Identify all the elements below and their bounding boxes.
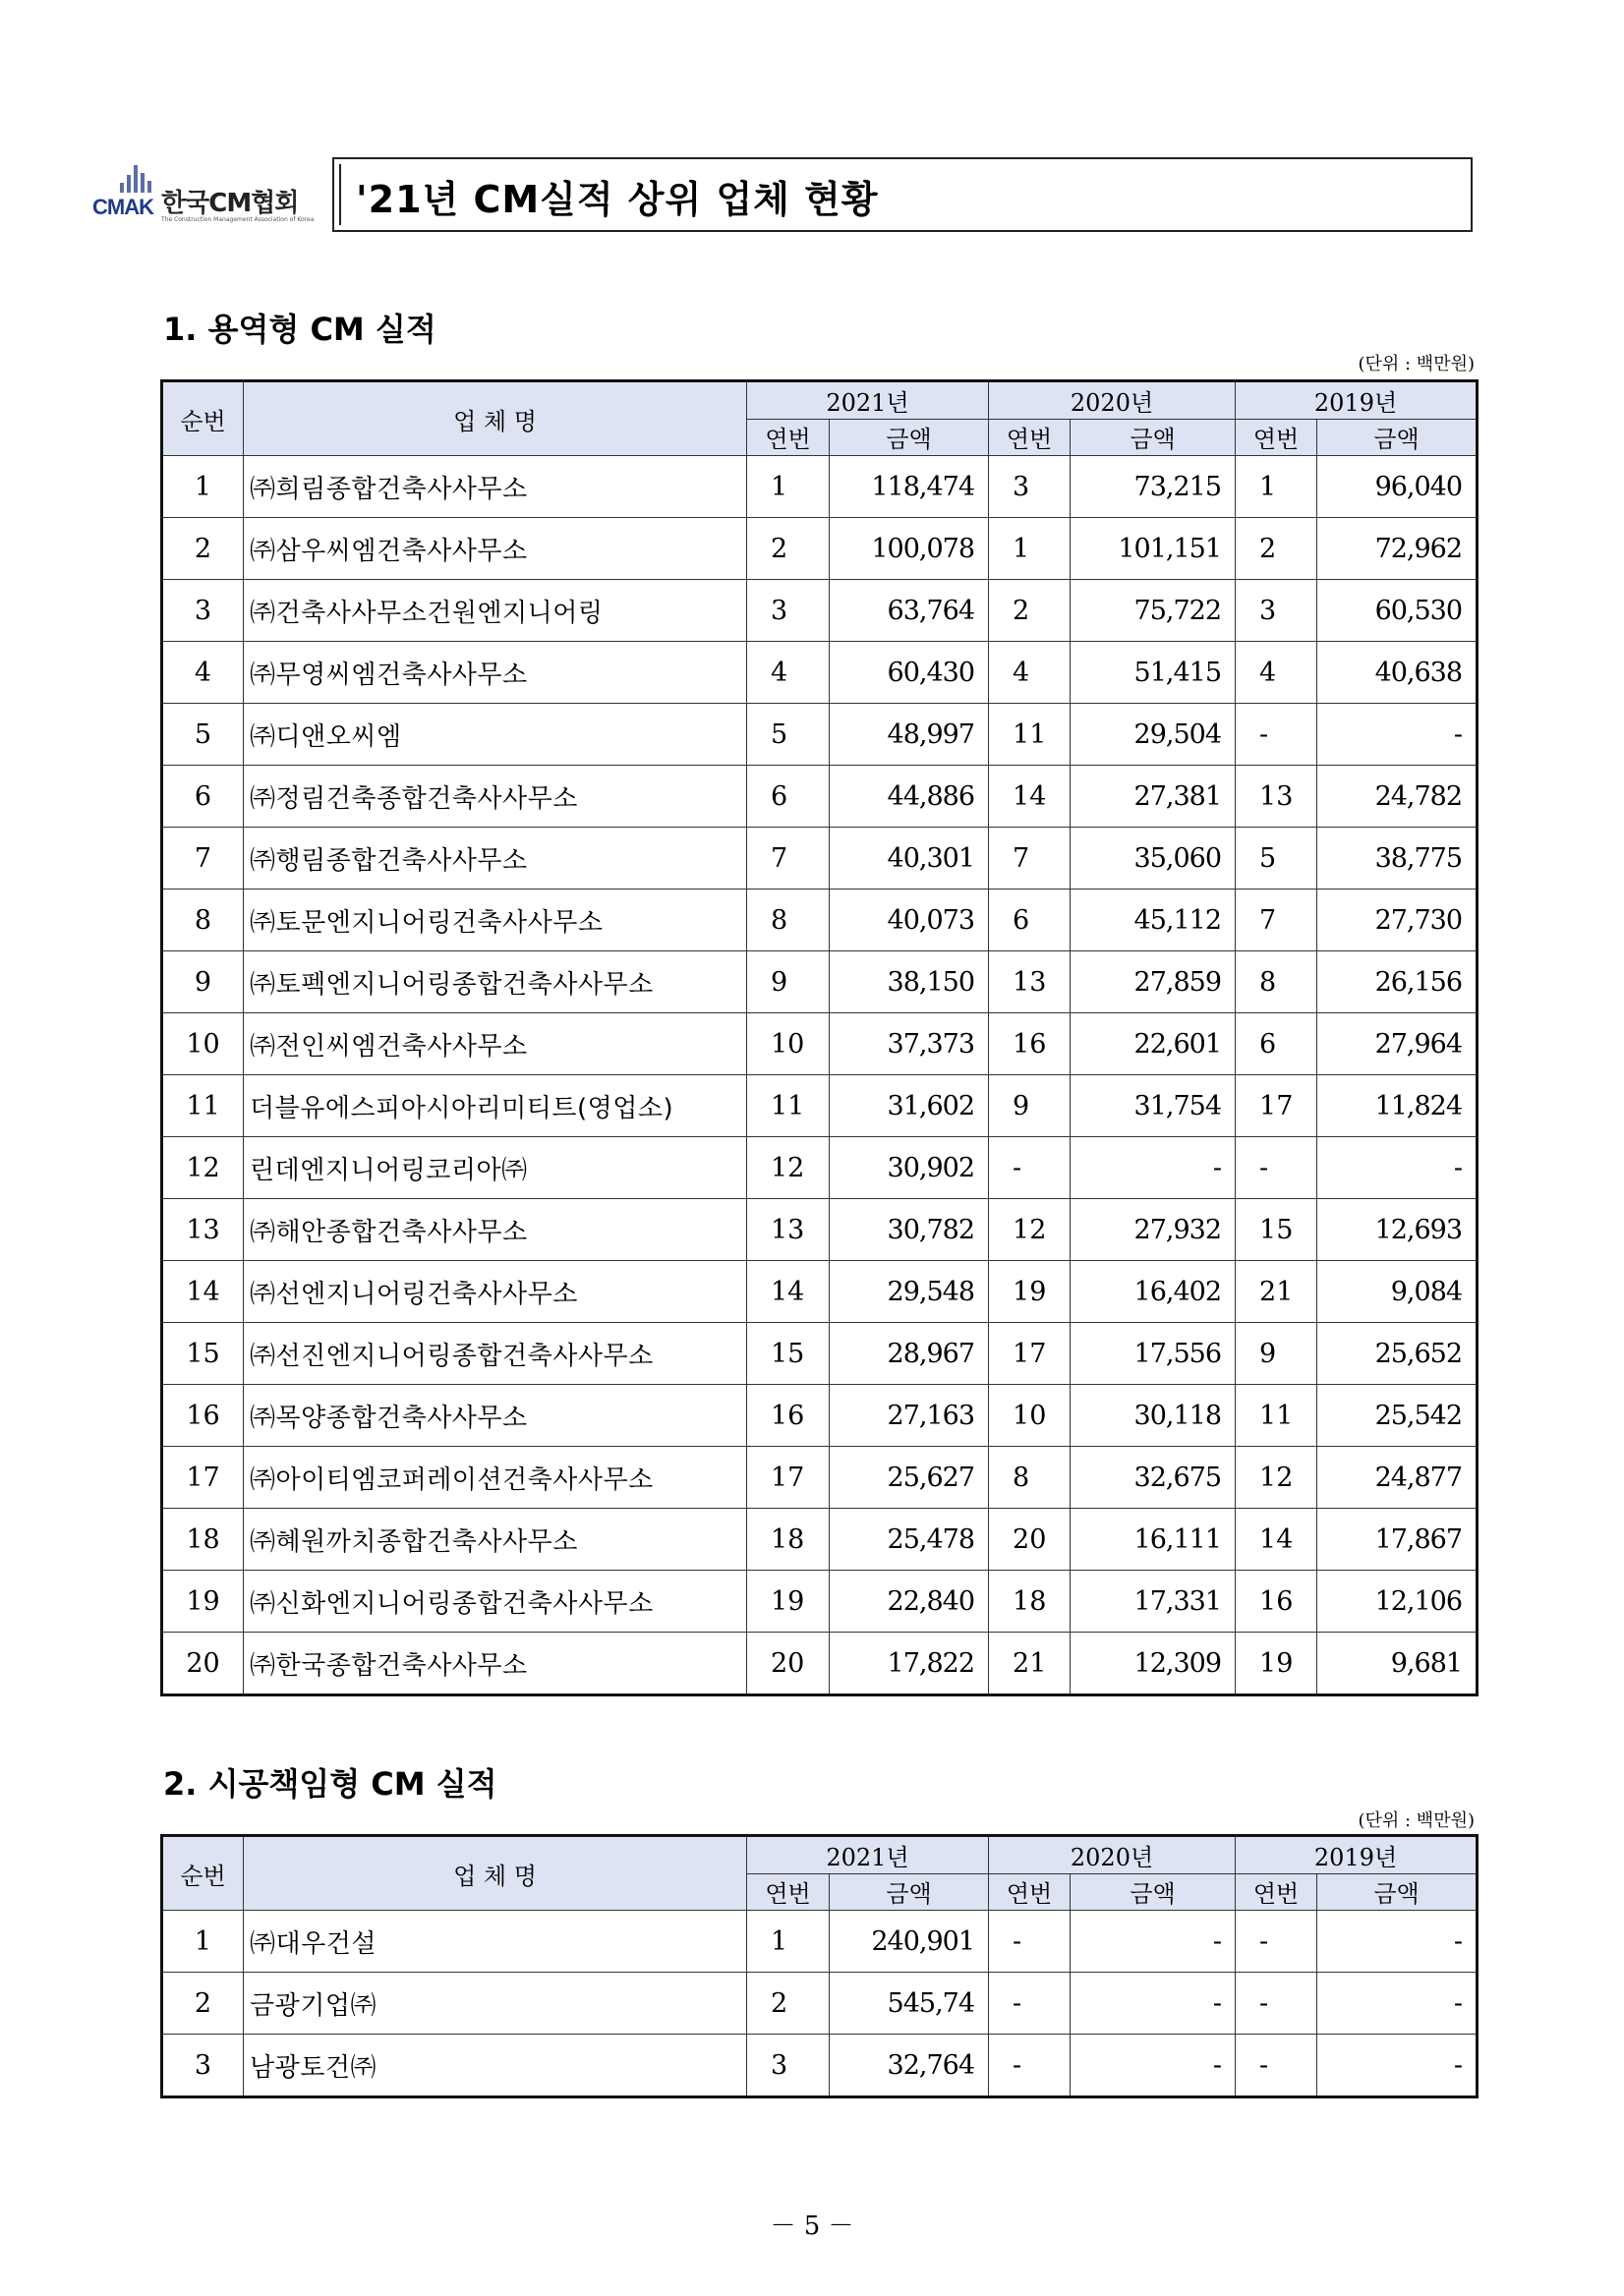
row-rank-2019: 15 — [1236, 1199, 1317, 1261]
row-company: ㈜해안종합건축사사무소 — [244, 1199, 747, 1261]
row-amount-2019: 40,638 — [1317, 642, 1478, 704]
row-rank-2019: 4 — [1236, 642, 1317, 704]
row-amount-2019: - — [1317, 1973, 1478, 2035]
row-rank-2019: 13 — [1236, 766, 1317, 828]
row-rank-2020: 7 — [989, 828, 1071, 890]
col-2019: 2019년 — [1236, 1836, 1478, 1874]
col-rank-2019: 연번 — [1236, 419, 1317, 456]
col-2021: 2021년 — [747, 1836, 989, 1874]
row-rank-2020: 14 — [989, 766, 1071, 828]
row-rank-2021: 2 — [747, 1973, 830, 2035]
col-rank-2021: 연번 — [747, 419, 830, 456]
row-amount-2020: 51,415 — [1071, 642, 1236, 704]
row-rank-2019: - — [1236, 1973, 1317, 2035]
row-rank-2019: 12 — [1236, 1447, 1317, 1509]
table-row — [162, 1633, 1478, 1695]
row-amount-2021: 17,822 — [830, 1633, 989, 1695]
row-rank-2021: 19 — [747, 1571, 830, 1633]
logo-subtitle: The Construction Management Association of Korea — [161, 216, 315, 223]
row-seq: 5 — [162, 704, 244, 766]
row-amount-2021: 48,997 — [830, 704, 989, 766]
page-number: － 5 － — [770, 2211, 854, 2241]
row-amount-2020: 101,151 — [1071, 518, 1236, 580]
table-row — [162, 1509, 1478, 1571]
col-company: 업 체 명 — [244, 1836, 747, 1911]
row-amount-2021: 545,74 — [830, 1973, 989, 2035]
row-seq: 16 — [162, 1385, 244, 1447]
row-amount-2020: 35,060 — [1071, 828, 1236, 890]
row-seq: 20 — [162, 1633, 244, 1695]
col-amount-2021: 금액 — [830, 1873, 989, 1911]
col-rank-2020: 연번 — [989, 419, 1071, 456]
row-rank-2020: 13 — [989, 951, 1071, 1013]
row-amount-2021: 25,627 — [830, 1447, 989, 1509]
row-amount-2021: 118,474 — [830, 456, 989, 518]
col-amount-2020: 금액 — [1071, 1873, 1236, 1911]
row-rank-2021: 3 — [747, 580, 830, 642]
row-rank-2021: 5 — [747, 704, 830, 766]
cmak-logo — [77, 161, 322, 232]
row-amount-2020: 27,859 — [1071, 951, 1236, 1013]
table-row — [162, 1385, 1478, 1447]
row-rank-2019: - — [1236, 1911, 1317, 1973]
row-rank-2020: 2 — [989, 580, 1071, 642]
row-rank-2020: 9 — [989, 1075, 1071, 1137]
row-amount-2021: 22,840 — [830, 1571, 989, 1633]
row-seq: 4 — [162, 642, 244, 704]
row-rank-2019: 16 — [1236, 1571, 1317, 1633]
service-cm-table — [160, 379, 1479, 1696]
row-rank-2019: - — [1236, 704, 1317, 766]
row-amount-2020: 27,932 — [1071, 1199, 1236, 1261]
row-seq: 3 — [162, 2035, 244, 2097]
row-rank-2020: - — [989, 2035, 1071, 2097]
row-rank-2020: 17 — [989, 1323, 1071, 1385]
row-rank-2020: 3 — [989, 456, 1071, 518]
row-company: ㈜무영씨엠건축사사무소 — [244, 642, 747, 704]
table-row — [162, 1911, 1478, 1973]
table-row — [162, 456, 1478, 518]
row-amount-2019: 26,156 — [1317, 951, 1478, 1013]
table-row — [162, 518, 1478, 580]
row-amount-2021: 63,764 — [830, 580, 989, 642]
row-amount-2021: 32,764 — [830, 2035, 989, 2097]
row-rank-2021: 3 — [747, 2035, 830, 2097]
row-amount-2020: 30,118 — [1071, 1385, 1236, 1447]
row-rank-2021: 17 — [747, 1447, 830, 1509]
row-rank-2021: 1 — [747, 456, 830, 518]
construction-cm-table — [160, 1834, 1479, 2098]
table-row — [162, 1075, 1478, 1137]
row-seq: 7 — [162, 828, 244, 890]
row-amount-2021: 30,902 — [830, 1137, 989, 1199]
row-amount-2021: 44,886 — [830, 766, 989, 828]
row-amount-2021: 40,301 — [830, 828, 989, 890]
row-company: 더블유에스피아시아리미티트(영업소) — [244, 1075, 747, 1137]
row-rank-2020: 20 — [989, 1509, 1071, 1571]
row-company: ㈜건축사사무소건원엔지니어링 — [244, 580, 747, 642]
row-rank-2021: 15 — [747, 1323, 830, 1385]
table-row — [162, 1013, 1478, 1075]
row-amount-2021: 60,430 — [830, 642, 989, 704]
row-amount-2019: 9,681 — [1317, 1633, 1478, 1695]
col-seq: 순번 — [162, 1836, 244, 1911]
row-amount-2021: 40,073 — [830, 890, 989, 951]
row-rank-2021: 6 — [747, 766, 830, 828]
row-rank-2021: 10 — [747, 1013, 830, 1075]
row-rank-2019: 7 — [1236, 890, 1317, 951]
row-company: 남광토건㈜ — [244, 2035, 747, 2097]
row-rank-2019: 19 — [1236, 1633, 1317, 1695]
row-company: ㈜선엔지니어링건축사사무소 — [244, 1261, 747, 1323]
row-company: ㈜희림종합건축사사무소 — [244, 456, 747, 518]
row-rank-2019: 5 — [1236, 828, 1317, 890]
logo-abbr: CMAK — [92, 195, 153, 219]
row-amount-2019: 12,106 — [1317, 1571, 1478, 1633]
table-row — [162, 1973, 1478, 2035]
col-company: 업 체 명 — [244, 381, 747, 456]
row-company: ㈜선진엔지니어링종합건축사사무소 — [244, 1323, 747, 1385]
row-rank-2021: 13 — [747, 1199, 830, 1261]
row-company: 금광기업㈜ — [244, 1973, 747, 2035]
row-seq: 18 — [162, 1509, 244, 1571]
row-rank-2020: 1 — [989, 518, 1071, 580]
row-rank-2019: 17 — [1236, 1075, 1317, 1137]
row-rank-2021: 4 — [747, 642, 830, 704]
row-company: ㈜대우건설 — [244, 1911, 747, 1973]
col-2019: 2019년 — [1236, 381, 1478, 420]
row-seq: 8 — [162, 890, 244, 951]
col-rank-2020: 연번 — [989, 1873, 1071, 1911]
row-seq: 1 — [162, 1911, 244, 1973]
row-amount-2019: - — [1317, 2035, 1478, 2097]
col-amount-2021: 금액 — [830, 419, 989, 456]
row-amount-2019: - — [1317, 704, 1478, 766]
section2-title: 2. 시공책임형 CM 실적 — [163, 1765, 497, 1803]
row-amount-2020: 31,754 — [1071, 1075, 1236, 1137]
row-rank-2019: 9 — [1236, 1323, 1317, 1385]
row-rank-2021: 14 — [747, 1261, 830, 1323]
row-amount-2019: 72,962 — [1317, 518, 1478, 580]
row-rank-2019: - — [1236, 2035, 1317, 2097]
row-rank-2020: - — [989, 1973, 1071, 2035]
row-rank-2020: 6 — [989, 890, 1071, 951]
col-rank-2019: 연번 — [1236, 1873, 1317, 1911]
row-seq: 1 — [162, 456, 244, 518]
row-amount-2021: 30,782 — [830, 1199, 989, 1261]
row-amount-2019: - — [1317, 1137, 1478, 1199]
row-seq: 15 — [162, 1323, 244, 1385]
col-2020: 2020년 — [989, 381, 1236, 420]
row-rank-2019: 6 — [1236, 1013, 1317, 1075]
row-amount-2021: 240,901 — [830, 1911, 989, 1973]
row-amount-2019: 38,775 — [1317, 828, 1478, 890]
row-company: ㈜전인씨엠건축사사무소 — [244, 1013, 747, 1075]
col-amount-2020: 금액 — [1071, 419, 1236, 456]
row-amount-2021: 37,373 — [830, 1013, 989, 1075]
table-row — [162, 951, 1478, 1013]
logo-bars-icon — [120, 163, 159, 193]
table-row — [162, 1447, 1478, 1509]
table-row — [162, 580, 1478, 642]
table-row — [162, 1199, 1478, 1261]
table-row — [162, 2035, 1478, 2097]
section1-title: 1. 용역형 CM 실적 — [163, 311, 436, 348]
row-company: ㈜목양종합건축사사무소 — [244, 1385, 747, 1447]
row-amount-2019: 12,693 — [1317, 1199, 1478, 1261]
row-rank-2020: 16 — [989, 1013, 1071, 1075]
row-rank-2021: 16 — [747, 1385, 830, 1447]
col-2021: 2021년 — [747, 381, 989, 420]
row-rank-2021: 1 — [747, 1911, 830, 1973]
row-seq: 2 — [162, 1973, 244, 2035]
col-seq: 순번 — [162, 381, 244, 456]
row-rank-2021: 12 — [747, 1137, 830, 1199]
row-rank-2021: 20 — [747, 1633, 830, 1695]
row-company: ㈜신화엔지니어링종합건축사사무소 — [244, 1571, 747, 1633]
table-row — [162, 766, 1478, 828]
row-seq: 2 — [162, 518, 244, 580]
row-seq: 12 — [162, 1137, 244, 1199]
logo-name: 한국CM협회 — [161, 189, 299, 218]
row-rank-2020: 10 — [989, 1385, 1071, 1447]
row-rank-2020: 12 — [989, 1199, 1071, 1261]
row-amount-2021: 25,478 — [830, 1509, 989, 1571]
table-row — [162, 828, 1478, 890]
row-amount-2019: 24,877 — [1317, 1447, 1478, 1509]
row-seq: 11 — [162, 1075, 244, 1137]
row-company: ㈜토문엔지니어링건축사사무소 — [244, 890, 747, 951]
col-rank-2021: 연번 — [747, 1873, 830, 1911]
row-amount-2021: 100,078 — [830, 518, 989, 580]
section2-unit: (단위 : 백만원) — [1358, 1810, 1475, 1831]
section1-unit: (단위 : 백만원) — [1358, 354, 1475, 374]
row-rank-2021: 9 — [747, 951, 830, 1013]
row-amount-2019: 9,084 — [1317, 1261, 1478, 1323]
row-company: ㈜삼우씨엠건축사사무소 — [244, 518, 747, 580]
row-rank-2021: 2 — [747, 518, 830, 580]
col-2020: 2020년 — [989, 1836, 1236, 1874]
table-row — [162, 704, 1478, 766]
col-amount-2019: 금액 — [1317, 1873, 1478, 1911]
row-company: ㈜토펙엔지니어링종합건축사사무소 — [244, 951, 747, 1013]
row-amount-2019: 27,964 — [1317, 1013, 1478, 1075]
row-amount-2020: 29,504 — [1071, 704, 1236, 766]
row-rank-2020: 21 — [989, 1633, 1071, 1695]
row-rank-2021: 8 — [747, 890, 830, 951]
row-seq: 17 — [162, 1447, 244, 1509]
row-amount-2020: - — [1071, 1911, 1236, 1973]
row-amount-2020: 75,722 — [1071, 580, 1236, 642]
row-amount-2020: 16,111 — [1071, 1509, 1236, 1571]
row-seq: 6 — [162, 766, 244, 828]
row-amount-2019: 17,867 — [1317, 1509, 1478, 1571]
row-amount-2020: 12,309 — [1071, 1633, 1236, 1695]
row-amount-2019: 25,652 — [1317, 1323, 1478, 1385]
table-row — [162, 1323, 1478, 1385]
col-amount-2019: 금액 — [1317, 419, 1478, 456]
row-amount-2019: 11,824 — [1317, 1075, 1478, 1137]
table-row — [162, 1261, 1478, 1323]
row-company: ㈜정림건축종합건축사사무소 — [244, 766, 747, 828]
table-row — [162, 1137, 1478, 1199]
row-seq: 3 — [162, 580, 244, 642]
row-rank-2019: 1 — [1236, 456, 1317, 518]
row-seq: 19 — [162, 1571, 244, 1633]
row-company: ㈜디앤오씨엠 — [244, 704, 747, 766]
row-rank-2020: 4 — [989, 642, 1071, 704]
page-title: '21년 CM실적 상위 업체 현황 — [356, 178, 879, 221]
row-amount-2021: 28,967 — [830, 1323, 989, 1385]
row-seq: 9 — [162, 951, 244, 1013]
row-amount-2020: 45,112 — [1071, 890, 1236, 951]
row-amount-2021: 31,602 — [830, 1075, 989, 1137]
row-amount-2020: 22,601 — [1071, 1013, 1236, 1075]
row-amount-2021: 38,150 — [830, 951, 989, 1013]
table-row — [162, 890, 1478, 951]
title-box — [332, 157, 1473, 232]
row-amount-2020: - — [1071, 2035, 1236, 2097]
table-row — [162, 642, 1478, 704]
row-rank-2019: 11 — [1236, 1385, 1317, 1447]
row-amount-2020: - — [1071, 1973, 1236, 2035]
row-company: 린데엔지니어링코리아㈜ — [244, 1137, 747, 1199]
row-rank-2020: 8 — [989, 1447, 1071, 1509]
table-row — [162, 1571, 1478, 1633]
row-amount-2019: 60,530 — [1317, 580, 1478, 642]
row-amount-2019: 96,040 — [1317, 456, 1478, 518]
row-rank-2019: 8 — [1236, 951, 1317, 1013]
row-rank-2019: 2 — [1236, 518, 1317, 580]
row-company: ㈜혜원까치종합건축사사무소 — [244, 1509, 747, 1571]
row-company: ㈜아이티엠코퍼레이션건축사사무소 — [244, 1447, 747, 1509]
row-rank-2019: - — [1236, 1137, 1317, 1199]
row-rank-2021: 18 — [747, 1509, 830, 1571]
row-rank-2019: 21 — [1236, 1261, 1317, 1323]
row-rank-2020: 11 — [989, 704, 1071, 766]
row-amount-2021: 29,548 — [830, 1261, 989, 1323]
row-seq: 14 — [162, 1261, 244, 1323]
row-seq: 10 — [162, 1013, 244, 1075]
row-amount-2020: 16,402 — [1071, 1261, 1236, 1323]
row-amount-2020: 32,675 — [1071, 1447, 1236, 1509]
row-rank-2019: 14 — [1236, 1509, 1317, 1571]
row-amount-2020: 73,215 — [1071, 456, 1236, 518]
row-rank-2019: 3 — [1236, 580, 1317, 642]
row-amount-2019: - — [1317, 1911, 1478, 1973]
row-rank-2020: - — [989, 1137, 1071, 1199]
row-amount-2020: 17,556 — [1071, 1323, 1236, 1385]
row-rank-2020: - — [989, 1911, 1071, 1973]
row-amount-2019: 24,782 — [1317, 766, 1478, 828]
row-rank-2021: 7 — [747, 828, 830, 890]
row-rank-2021: 11 — [747, 1075, 830, 1137]
row-company: ㈜한국종합건축사사무소 — [244, 1633, 747, 1695]
row-amount-2019: 27,730 — [1317, 890, 1478, 951]
row-rank-2020: 18 — [989, 1571, 1071, 1633]
row-company: ㈜행림종합건축사사무소 — [244, 828, 747, 890]
row-seq: 13 — [162, 1199, 244, 1261]
page-header — [77, 157, 1475, 236]
row-rank-2020: 19 — [989, 1261, 1071, 1323]
row-amount-2020: 17,331 — [1071, 1571, 1236, 1633]
row-amount-2019: 25,542 — [1317, 1385, 1478, 1447]
row-amount-2020: 27,381 — [1071, 766, 1236, 828]
row-amount-2020: - — [1071, 1137, 1236, 1199]
row-amount-2021: 27,163 — [830, 1385, 989, 1447]
